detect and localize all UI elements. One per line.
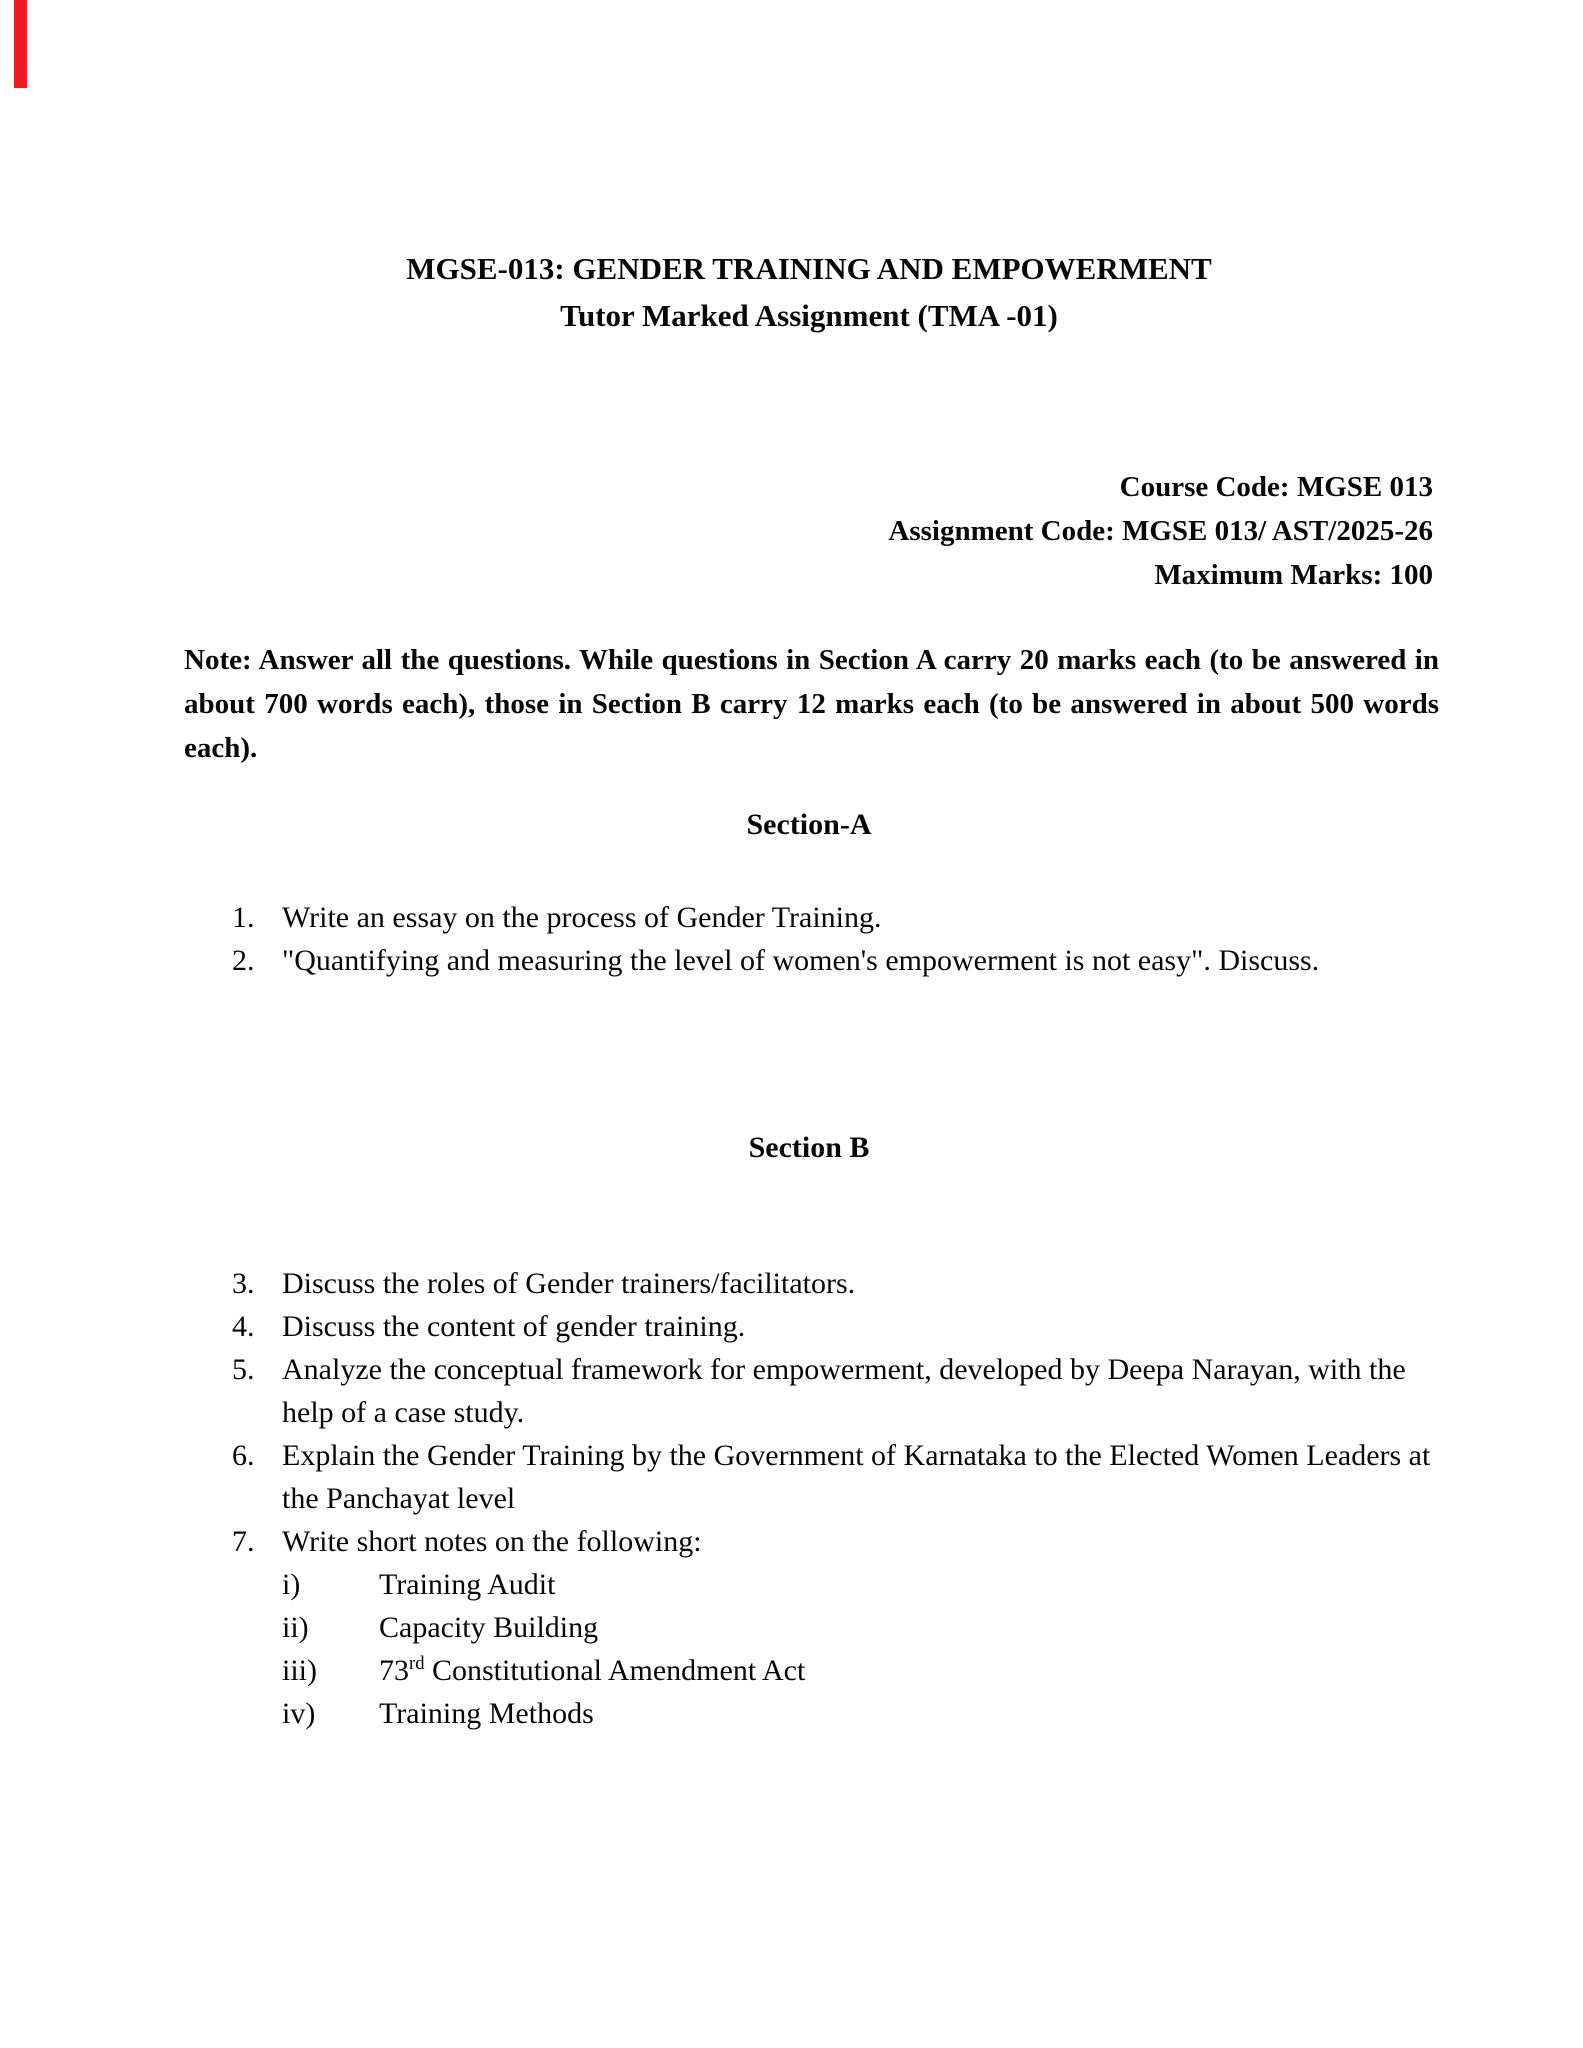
- document-header: [185, 245, 1433, 339]
- question-item: [232, 939, 1459, 982]
- document-subtitle: Tutor Marked Assignment (TMA -01): [560, 298, 1058, 333]
- section-b-sub-questions: [232, 1563, 1459, 1735]
- assignment-meta: [185, 465, 1433, 597]
- section-a-heading: Section-A: [746, 808, 872, 841]
- sub-question-text: [379, 1649, 1459, 1692]
- course-code: Course Code: MGSE 013: [1119, 471, 1433, 503]
- sub-question-text: Training Audit: [379, 1568, 556, 1601]
- maximum-marks: Maximum Marks: 100: [1154, 559, 1433, 591]
- question-text: Explain the Gender Training by the Government of Karnataka to the Elected Women Leaders at the Panchayat level: [282, 1439, 1431, 1515]
- question-item: [232, 1348, 1459, 1434]
- question-item: [232, 1520, 1459, 1563]
- question-number: 6.: [232, 1439, 255, 1472]
- section-b-list: [232, 1262, 1459, 1735]
- section-b-heading: Section B: [748, 1131, 870, 1164]
- question-number: 3.: [232, 1267, 255, 1300]
- sub-question-item: [232, 1563, 1459, 1606]
- question-item: [232, 1434, 1459, 1520]
- section-b-questions: [232, 1262, 1459, 1563]
- sub-question-number: iii): [282, 1654, 317, 1687]
- question-item: [232, 1262, 1459, 1305]
- question-item: [232, 896, 1459, 939]
- question-text: Discuss the roles of Gender trainers/facilitators.: [282, 1267, 856, 1300]
- question-text: Analyze the conceptual framework for empowerment, developed by Deepa Narayan, with the help of a case study.: [282, 1353, 1406, 1429]
- question-number: 2.: [232, 944, 255, 977]
- question-text: Write an essay on the process of Gender Training.: [282, 901, 882, 934]
- question-text: "Quantifying and measuring the level of women's empowerment is not easy". Discuss.: [282, 944, 1320, 977]
- question-number: 7.: [232, 1525, 255, 1558]
- question-number: 1.: [232, 901, 255, 934]
- sub-question-item: [232, 1649, 1459, 1692]
- question-text: Write short notes on the following:: [282, 1525, 702, 1558]
- sub-question-number: iv): [282, 1697, 316, 1730]
- sub-question-number: ii): [282, 1611, 309, 1644]
- question-number: 5.: [232, 1353, 255, 1386]
- question-number: 4.: [232, 1310, 255, 1343]
- sub-question-text: Training Methods: [379, 1697, 594, 1730]
- text-prefix: 73: [379, 1654, 409, 1687]
- question-text: Discuss the content of gender training.: [282, 1310, 746, 1343]
- sub-question-text: Capacity Building: [379, 1611, 599, 1644]
- scan-artifact-mark: [14, 0, 27, 88]
- sub-question-number: i): [282, 1568, 301, 1601]
- question-item: [232, 1305, 1459, 1348]
- text-suffix: Constitutional Amendment Act: [424, 1654, 806, 1687]
- sub-question-item: [232, 1692, 1459, 1735]
- assignment-code: Assignment Code: MGSE 013/ AST/2025-26: [888, 515, 1433, 547]
- note-paragraph: Note: Answer all the questions. While questions in Section A carry 20 marks each (to be answered in about 700 words each), those in Section B carry 12 marks each (to be answered in about 500 words each).: [184, 644, 1439, 764]
- sub-question-item: [232, 1606, 1459, 1649]
- document-title: MGSE-013: GENDER TRAINING AND EMPOWERMENT: [406, 251, 1212, 286]
- ordinal-superscript: rd: [409, 1653, 425, 1674]
- section-a-list: [232, 896, 1459, 982]
